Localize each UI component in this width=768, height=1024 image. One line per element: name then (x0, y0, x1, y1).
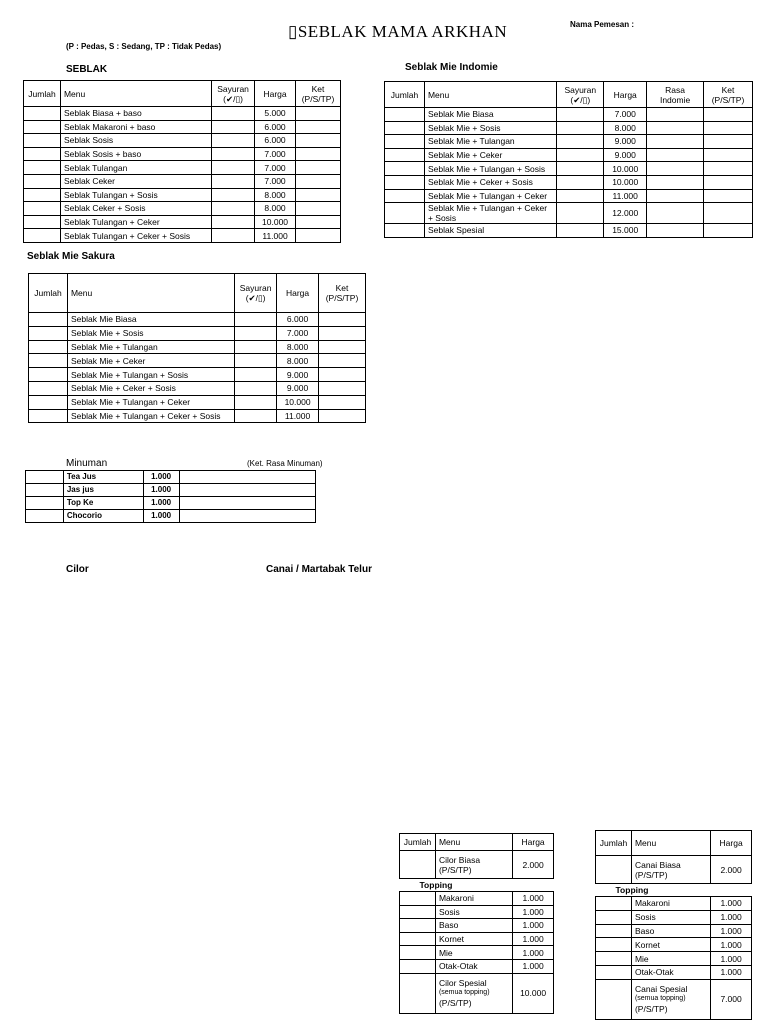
harga-cell: 5.000 (255, 107, 296, 121)
jumlah-cell (29, 381, 68, 395)
jumlah-cell (385, 135, 425, 149)
harga-cell: 1.000 (711, 897, 752, 911)
sayuran-cell (212, 161, 255, 175)
table-row (26, 497, 316, 510)
sayuran-cell (557, 203, 604, 224)
menu-cell: Seblak Mie + Tulangan + Ceker + Sosis (424, 203, 556, 224)
sayuran-cell (235, 368, 277, 382)
harga-cell: 1.000 (143, 497, 179, 510)
sayuran-cell (235, 395, 277, 409)
header-sayuran: Sayuran (✔/▯) (212, 81, 255, 107)
ket-cell (319, 381, 366, 395)
ket-cell (704, 203, 753, 224)
table-row (24, 229, 341, 243)
menu-cell: Seblak Mie + Ceker + Sosis (67, 381, 234, 395)
jumlah-cell (24, 202, 61, 216)
ket-cell (296, 215, 341, 229)
sayuran-cell (212, 174, 255, 188)
harga-cell: 10.000 (255, 215, 296, 229)
menu-cell: Kornet (435, 932, 512, 946)
harga-cell: 8.000 (277, 340, 319, 354)
canai-section-title: Canai / Martabak Telur (266, 564, 372, 575)
header-harga: Harga (277, 274, 319, 313)
sayuran-cell (557, 135, 604, 149)
jumlah-cell (29, 326, 68, 340)
sayuran-cell (235, 409, 277, 423)
header-sayuran: Sayuran (✔/▯) (557, 82, 604, 108)
header-menu: Menu (60, 81, 211, 107)
harga-cell: 8.000 (255, 202, 296, 216)
harga-cell: 9.000 (277, 368, 319, 382)
jumlah-cell (596, 952, 632, 966)
jumlah-cell (24, 134, 61, 148)
table-row (24, 161, 341, 175)
table-row (24, 215, 341, 229)
jumlah-cell (29, 409, 68, 423)
sayuran-cell (212, 120, 255, 134)
harga-cell: 8.000 (277, 354, 319, 368)
sayuran-cell (212, 134, 255, 148)
sayuran-cell (212, 107, 255, 121)
customer-name-label: Nama Pemesan : (570, 20, 635, 29)
menu-cell: Baso (631, 924, 710, 938)
harga-cell: 8.000 (255, 188, 296, 202)
menu-cell: Seblak Makaroni + baso (60, 120, 211, 134)
jumlah-cell (596, 938, 632, 952)
ket-cell (704, 121, 753, 135)
jumlah-cell (385, 121, 425, 135)
seblak-rows (24, 107, 341, 243)
minuman-note: (Ket. Rasa Minuman) (247, 459, 323, 468)
ket-cell (179, 510, 315, 523)
header-harga: Harga (513, 834, 554, 851)
menu-cell: Seblak Sosis (60, 134, 211, 148)
indomie-rows (385, 108, 753, 238)
ket-cell (319, 340, 366, 354)
jumlah-cell (596, 897, 632, 911)
sayuran-cell (212, 229, 255, 243)
table-row (26, 484, 316, 497)
menu-cell: Seblak Mie Biasa (424, 108, 556, 122)
menu-cell: Sosis (435, 905, 512, 919)
table-row (29, 313, 366, 327)
jumlah-cell (24, 120, 61, 134)
table-row (24, 174, 341, 188)
sayuran-cell (557, 189, 604, 203)
jumlah-cell (29, 340, 68, 354)
jumlah-cell (400, 905, 436, 919)
canai-spesial-name: Canai Spesial (634, 984, 688, 995)
menu-cell: Makaroni (631, 897, 710, 911)
header-sayuran: Sayuran (✔/▯) (235, 274, 277, 313)
menu-cell: Kornet (631, 938, 710, 952)
sakura-table (28, 273, 366, 423)
table-row (24, 202, 341, 216)
header-ket: Ket (P/S/TP) (296, 81, 341, 107)
sayuran-cell (557, 121, 604, 135)
table-row (24, 120, 341, 134)
rasa-cell (647, 175, 704, 189)
sayuran-cell (557, 224, 604, 238)
menu-cell: Seblak Spesial (424, 224, 556, 238)
rasa-cell (647, 148, 704, 162)
menu-cell: Otak-Otak (435, 959, 512, 973)
table-row (400, 946, 554, 960)
table-row (24, 107, 341, 121)
table-row (24, 147, 341, 161)
ket-cell (704, 148, 753, 162)
jumlah-cell (385, 203, 425, 224)
rasa-cell (647, 224, 704, 238)
table-row (385, 162, 753, 176)
harga-cell: 6.000 (277, 313, 319, 327)
harga-cell: 11.000 (255, 229, 296, 243)
table-row (29, 326, 366, 340)
cilor-spesial-menu (435, 973, 512, 1013)
sakura-section-title: Seblak Mie Sakura (27, 251, 115, 262)
menu-cell: Seblak Mie Biasa (67, 313, 234, 327)
sayuran-cell (212, 188, 255, 202)
table-row (596, 897, 752, 911)
jumlah-cell (29, 368, 68, 382)
jumlah-cell (24, 107, 61, 121)
canai-toppings (596, 897, 752, 980)
cilor-spesial-ket: (P/S/TP) (438, 998, 472, 1009)
table-row (24, 188, 341, 202)
jumlah-cell (24, 215, 61, 229)
menu-cell: Seblak Mie + Sosis (424, 121, 556, 135)
table-row (385, 189, 753, 203)
ket-cell (296, 120, 341, 134)
table-row (400, 959, 554, 973)
table-row (400, 932, 554, 946)
ket-cell (179, 471, 315, 484)
ket-cell (704, 224, 753, 238)
menu-cell: Seblak Mie + Tulangan + Ceker (67, 395, 234, 409)
seblak-section-title: SEBLAK (66, 64, 108, 75)
harga-cell: 1.000 (513, 946, 554, 960)
rasa-cell (647, 203, 704, 224)
sayuran-cell (557, 162, 604, 176)
jumlah-cell (24, 229, 61, 243)
menu-cell: Top Ke (63, 497, 143, 510)
harga-cell: 9.000 (604, 148, 647, 162)
table-row (385, 203, 753, 224)
ket-cell (296, 147, 341, 161)
rasa-cell (647, 162, 704, 176)
header-jumlah: Jumlah (400, 834, 436, 851)
menu-cell: Sosis (631, 910, 710, 924)
sayuran-cell (212, 202, 255, 216)
ket-cell (319, 354, 366, 368)
harga-cell: 9.000 (277, 381, 319, 395)
ket-cell (704, 189, 753, 203)
menu-cell: Mie (435, 946, 512, 960)
cilor-spesial-name: Cilor Spesial (438, 978, 487, 989)
ket-cell (704, 135, 753, 149)
menu-cell: Seblak Ceker (60, 174, 211, 188)
table-row (596, 938, 752, 952)
jumlah-cell (385, 175, 425, 189)
cilor-spesial-harga: 10.000 (513, 973, 554, 1013)
menu-cell: Seblak Tulangan + Ceker + Sosis (60, 229, 211, 243)
table-row (596, 910, 752, 924)
jumlah-cell (400, 932, 436, 946)
table-row (26, 510, 316, 523)
table-row (596, 952, 752, 966)
table-row (385, 135, 753, 149)
jumlah-cell (29, 354, 68, 368)
ket-cell (319, 313, 366, 327)
rasa-cell (647, 135, 704, 149)
jumlah-cell (400, 959, 436, 973)
harga-cell: 1.000 (711, 910, 752, 924)
cilor-spesial-note: (semua topping) (438, 989, 490, 997)
minuman-rows (26, 471, 316, 523)
table-row (24, 134, 341, 148)
jumlah-cell (385, 148, 425, 162)
ket-cell (296, 107, 341, 121)
header-jumlah: Jumlah (29, 274, 68, 313)
harga-cell: 1.000 (711, 924, 752, 938)
harga-cell: 1.000 (711, 952, 752, 966)
ket-cell (319, 368, 366, 382)
ket-cell (296, 174, 341, 188)
cilor-toppings (400, 892, 554, 974)
sayuran-cell (235, 326, 277, 340)
jumlah-cell (24, 161, 61, 175)
sayuran-cell (212, 215, 255, 229)
harga-cell: 1.000 (513, 905, 554, 919)
jumlah-cell (596, 924, 632, 938)
table-row (385, 108, 753, 122)
sayuran-cell (557, 108, 604, 122)
menu-cell: Seblak Ceker + Sosis (60, 202, 211, 216)
menu-cell: Makaroni (435, 892, 512, 906)
menu-cell: Seblak Mie + Tulangan + Ceker + Sosis (67, 409, 234, 423)
harga-cell: 7.000 (255, 161, 296, 175)
table-row (26, 471, 316, 484)
ket-cell (704, 108, 753, 122)
ket-cell (296, 161, 341, 175)
menu-cell: Seblak Tulangan (60, 161, 211, 175)
header-rasa-indomie: Rasa Indomie (647, 82, 704, 108)
sayuran-cell (235, 354, 277, 368)
header-harga: Harga (711, 831, 752, 856)
table-row (385, 121, 753, 135)
ket-cell (704, 162, 753, 176)
topping-label: Topping (400, 879, 554, 892)
jumlah-cell (400, 919, 436, 933)
jumlah-cell (596, 910, 632, 924)
table-row (385, 224, 753, 238)
cilor-section-title: Cilor (66, 564, 89, 575)
harga-cell: 11.000 (277, 409, 319, 423)
menu-cell: Baso (435, 919, 512, 933)
menu-cell: Seblak Biasa + baso (60, 107, 211, 121)
header-menu: Menu (67, 274, 234, 313)
menu-cell: Seblak Mie + Tulangan + Sosis (67, 368, 234, 382)
table-row (29, 340, 366, 354)
menu-cell: Mie (631, 952, 710, 966)
menu-cell: Seblak Mie + Ceker (424, 148, 556, 162)
menu-cell: Seblak Mie + Tulangan (67, 340, 234, 354)
table-row (29, 368, 366, 382)
jumlah-cell (29, 313, 68, 327)
page-title: ▯SEBLAK MAMA ARKHAN (288, 22, 508, 41)
harga-cell: 15.000 (604, 224, 647, 238)
harga-cell: 9.000 (604, 135, 647, 149)
harga-cell: 1.000 (143, 471, 179, 484)
ket-cell (296, 134, 341, 148)
ket-cell (296, 202, 341, 216)
ket-cell (296, 188, 341, 202)
sayuran-cell (235, 340, 277, 354)
harga-cell: 1.000 (513, 919, 554, 933)
header-ket: Ket (P/S/TP) (319, 274, 366, 313)
sayuran-cell (235, 381, 277, 395)
table-row (29, 354, 366, 368)
jumlah-cell (24, 188, 61, 202)
menu-cell: Seblak Mie + Sosis (67, 326, 234, 340)
rasa-cell (647, 121, 704, 135)
menu-cell: Seblak Mie + Ceker + Sosis (424, 175, 556, 189)
jumlah-cell (385, 162, 425, 176)
menu-cell: Seblak Tulangan + Sosis (60, 188, 211, 202)
header-menu: Menu (631, 831, 710, 856)
harga-cell: 1.000 (711, 938, 752, 952)
header-jumlah: Jumlah (24, 81, 61, 107)
canai-biasa-harga: 2.000 (711, 856, 752, 884)
jumlah-cell (24, 174, 61, 188)
jumlah-cell (26, 497, 64, 510)
harga-cell: 10.000 (604, 162, 647, 176)
sayuran-cell (557, 175, 604, 189)
menu-cell: Seblak Sosis + baso (60, 147, 211, 161)
table-row (596, 965, 752, 979)
ket-cell (319, 395, 366, 409)
harga-cell: 7.000 (277, 326, 319, 340)
harga-cell: 1.000 (513, 892, 554, 906)
menu-cell: Seblak Mie + Ceker (67, 354, 234, 368)
header-harga: Harga (255, 81, 296, 107)
canai-spesial-harga: 7.000 (711, 979, 752, 1019)
menu-cell: Chocorio (63, 510, 143, 523)
jumlah-cell (385, 108, 425, 122)
spice-legend: (P : Pedas, S : Sedang, TP : Tidak Pedas) (66, 42, 222, 51)
jumlah-cell (26, 484, 64, 497)
header-ket: Ket (P/S/TP) (704, 82, 753, 108)
rasa-cell (647, 108, 704, 122)
menu-cell: Tea Jus (63, 471, 143, 484)
canai-biasa-menu: Canai Biasa (P/S/TP) (631, 856, 710, 884)
harga-cell: 7.000 (255, 174, 296, 188)
jumlah-cell (400, 946, 436, 960)
menu-cell: Otak-Otak (631, 965, 710, 979)
harga-cell: 7.000 (255, 147, 296, 161)
seblak-table (23, 80, 341, 243)
header-jumlah: Jumlah (596, 831, 632, 856)
canai-spesial-note: (semua topping) (634, 995, 686, 1003)
menu-cell: Seblak Mie + Tulangan + Sosis (424, 162, 556, 176)
canai-spesial-ket: (P/S/TP) (634, 1004, 668, 1015)
harga-cell: 6.000 (255, 120, 296, 134)
harga-cell: 1.000 (143, 510, 179, 523)
table-row (400, 905, 554, 919)
harga-cell: 6.000 (255, 134, 296, 148)
jumlah-cell (385, 224, 425, 238)
cilor-biasa-harga: 2.000 (513, 851, 554, 879)
ket-cell (179, 497, 315, 510)
header-menu: Menu (435, 834, 512, 851)
indomie-section-title: Seblak Mie Indomie (405, 62, 498, 73)
jumlah-cell (596, 965, 632, 979)
menu-cell: Seblak Mie + Tulangan (424, 135, 556, 149)
jumlah-cell (385, 189, 425, 203)
jumlah-cell (24, 147, 61, 161)
harga-cell: 1.000 (143, 484, 179, 497)
cilor-biasa-menu: Cilor Biasa (P/S/TP) (435, 851, 512, 879)
ket-cell (319, 409, 366, 423)
header-harga: Harga (604, 82, 647, 108)
jumlah-cell (26, 510, 64, 523)
harga-cell: 7.000 (604, 108, 647, 122)
harga-cell: 1.000 (513, 932, 554, 946)
ket-cell (704, 175, 753, 189)
cilor-table (399, 833, 554, 1014)
indomie-table (384, 81, 753, 238)
table-row (385, 175, 753, 189)
harga-cell: 10.000 (604, 175, 647, 189)
header-jumlah: Jumlah (385, 82, 425, 108)
ket-cell (179, 484, 315, 497)
table-row (400, 892, 554, 906)
jumlah-cell (26, 471, 64, 484)
ket-cell (296, 229, 341, 243)
table-row (29, 409, 366, 423)
sayuran-cell (235, 313, 277, 327)
ket-cell (319, 326, 366, 340)
harga-cell: 1.000 (513, 959, 554, 973)
minuman-table (25, 470, 316, 523)
table-row (400, 919, 554, 933)
table-row (29, 381, 366, 395)
harga-cell: 12.000 (604, 203, 647, 224)
sayuran-cell (557, 148, 604, 162)
sayuran-cell (212, 147, 255, 161)
topping-label: Topping (596, 884, 752, 897)
sakura-rows (29, 313, 366, 423)
harga-cell: 1.000 (711, 965, 752, 979)
harga-cell: 10.000 (277, 395, 319, 409)
menu-cell: Seblak Tulangan + Ceker (60, 215, 211, 229)
canai-table (595, 830, 752, 1020)
canai-spesial-menu (631, 979, 710, 1019)
rasa-cell (647, 189, 704, 203)
jumlah-cell (400, 892, 436, 906)
menu-cell: Jas jus (63, 484, 143, 497)
table-row (596, 924, 752, 938)
table-row (29, 395, 366, 409)
header-menu: Menu (424, 82, 556, 108)
harga-cell: 11.000 (604, 189, 647, 203)
harga-cell: 8.000 (604, 121, 647, 135)
jumlah-cell (29, 395, 68, 409)
table-row (385, 148, 753, 162)
minuman-section-title: Minuman (66, 458, 108, 469)
menu-cell: Seblak Mie + Tulangan + Ceker (424, 189, 556, 203)
